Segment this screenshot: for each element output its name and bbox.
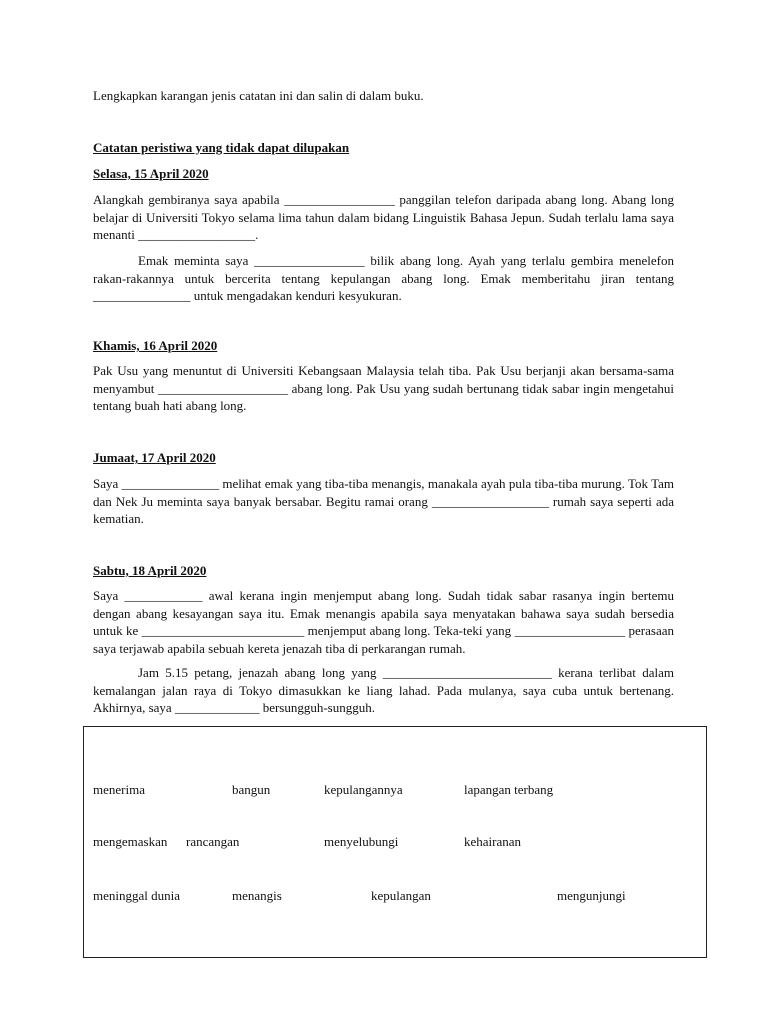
instruction-text: Lengkapkan karangan jenis catatan ini dan salin di dalam buku. bbox=[93, 88, 424, 103]
entry-date-heading: Khamis, 16 April 2020 bbox=[93, 338, 218, 353]
entry-paragraph: Saya _______________ melihat emak yang tiba-tiba menangis, manakala ayah pula tiba-tiba murung. Tok Tam dan Nek Ju meminta saya banyak bersabar. Begitu ramai orang __________________ rumah saya seperti ada kematian. bbox=[93, 476, 674, 526]
word-bank-item: kehairanan bbox=[464, 834, 522, 849]
word-bank-item: menerima bbox=[93, 782, 145, 797]
word-bank-item: mengunjungi bbox=[557, 888, 626, 903]
entry-paragraph: Saya ____________ awal kerana ingin menjemput abang long. Sudah tidak sabar rasanya ingin bertemu dengan abang kesayangan saya itu. Emak menangis apabila saya menyatakan bahawa saya sudah bersedia untuk ke _________________________ menjemput abang long. Teka-teki yang _________________ perasaan saya terjawab apabila sebuah kereta jenazah tiba di perkarangan rumah. bbox=[93, 588, 674, 656]
entry-paragraph: Pak Usu yang menuntut di Universiti Kebangsaan Malaysia telah tiba. Pak Usu berjanji akan bersama-sama menyambut ____________________ abang long. Pak Usu yang sudah bertunang tidak sabar ingin mengetahui tentang buah hati abang long. bbox=[93, 363, 674, 413]
entry-paragraph: Jam 5.15 petang, jenazah abang long yang __________________________ kerana terlibat dalam kemalangan jalan raya di Tokyo dimasukkan ke liang lahad. Pada mulanya, saya cuba untuk bertenang. Akhirnya, saya _____________ bersungguh-sungguh. bbox=[93, 665, 674, 715]
entry-paragraph: Alangkah gembiranya saya apabila _________________ panggilan telefon daripada abang long. Abang long belajar di Universiti Tokyo selama lima tahun dalam bidang Linguistik Bahasa Jepun. Sudah terlalu lama saya menanti __________________. bbox=[93, 192, 674, 242]
entry-paragraph: Emak meminta saya _________________ bilik abang long. Ayah yang terlalu gembira menelefon rakan-rakannya untuk bercerita tentang kepulangan abang long. Emak memberitahu jiran tentang _______________ untuk mengadakan kenduri kesyukuran. bbox=[93, 253, 674, 303]
word-bank-item: menyelubungi bbox=[324, 834, 399, 849]
word-bank-item: mengemaskan bbox=[93, 834, 168, 849]
word-bank-item: bangun bbox=[232, 782, 271, 797]
word-bank-item: meninggal dunia bbox=[93, 888, 181, 903]
word-bank-item: lapangan terbang bbox=[464, 782, 554, 797]
word-bank-item: kepulangannya bbox=[324, 782, 403, 797]
entry-date-heading: Sabtu, 18 April 2020 bbox=[93, 563, 207, 578]
word-bank-item: kepulangan bbox=[371, 888, 431, 903]
word-bank-item: menangis bbox=[232, 888, 282, 903]
document-title: Catatan peristiwa yang tidak dapat dilupakan bbox=[93, 140, 350, 155]
entry-date-heading: Jumaat, 17 April 2020 bbox=[93, 450, 216, 465]
entry-date-heading: Selasa, 15 April 2020 bbox=[93, 166, 209, 181]
word-bank-item: rancangan bbox=[186, 834, 240, 849]
